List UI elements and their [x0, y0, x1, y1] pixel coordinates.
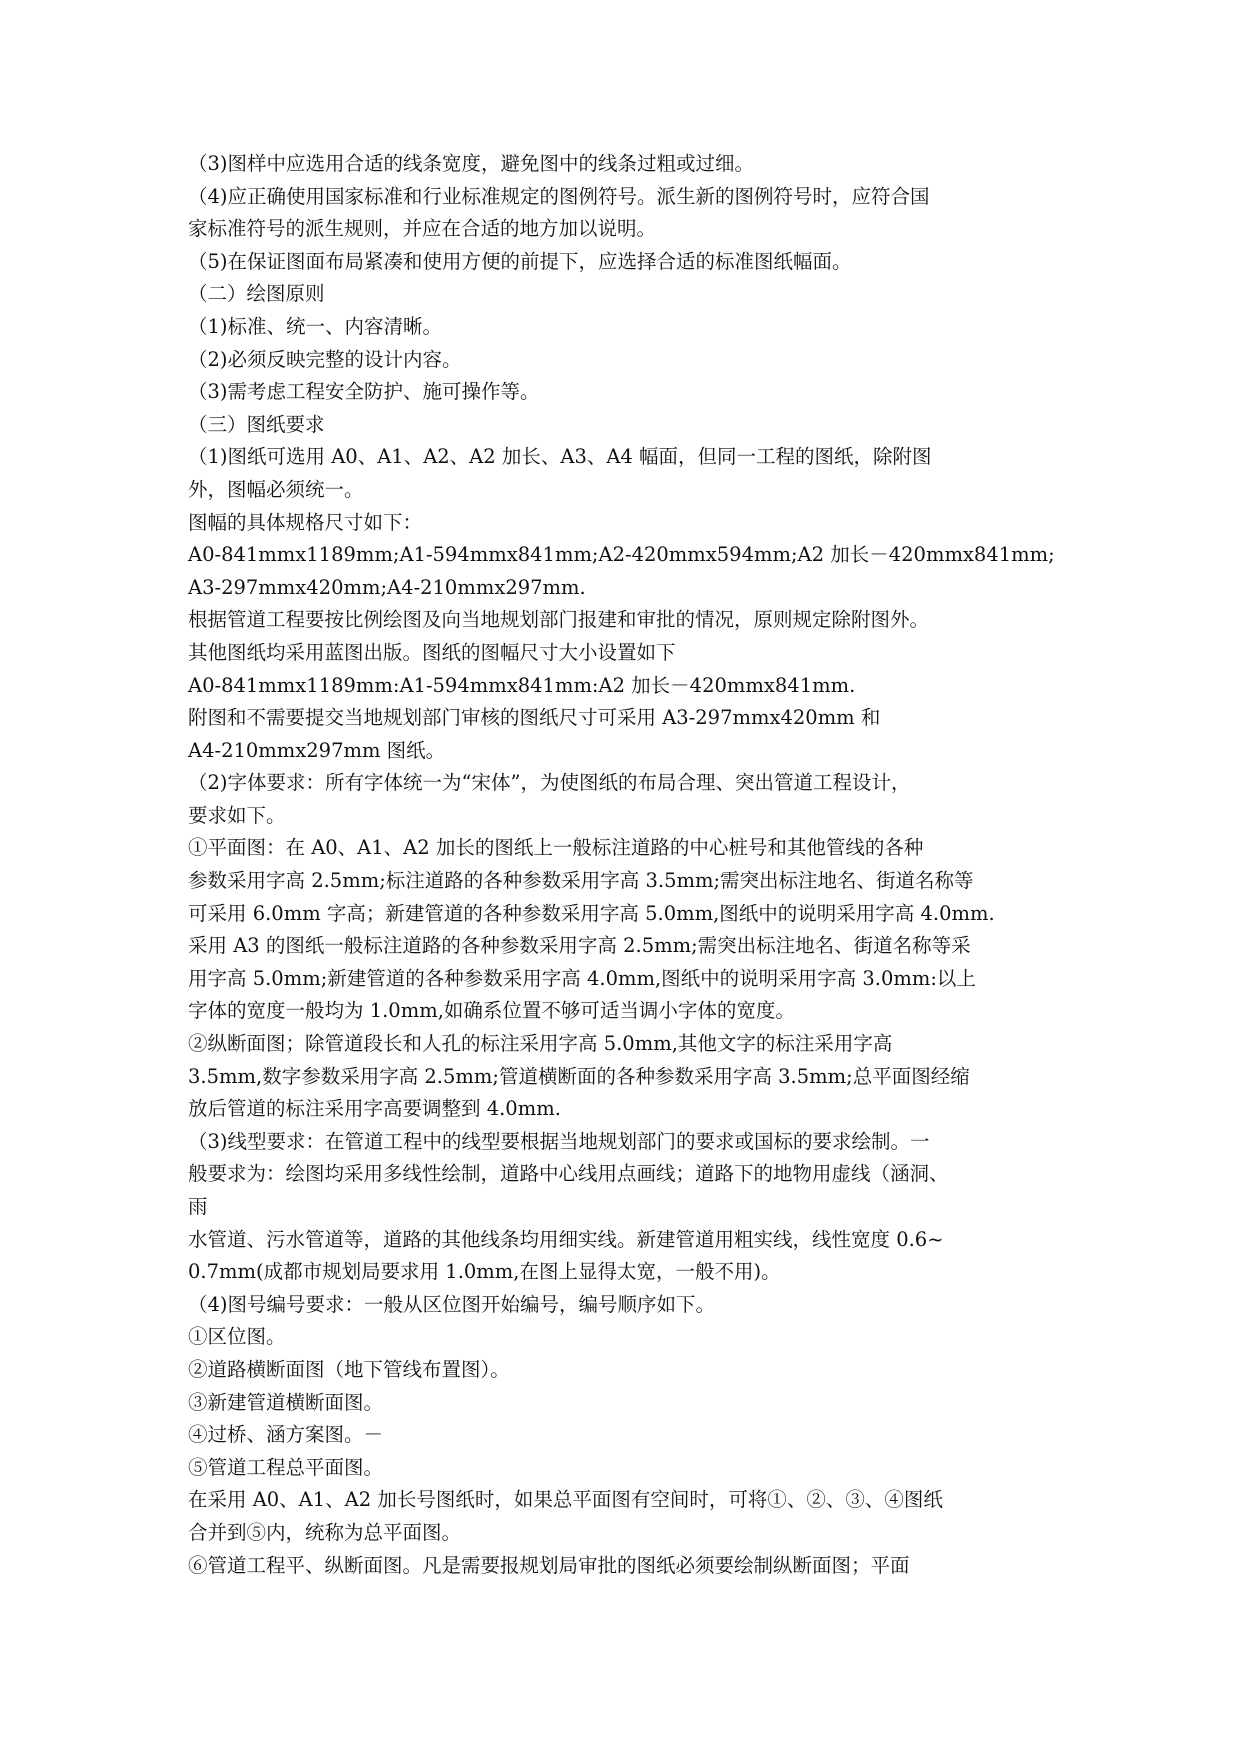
- list-item: ②道路横断面图（地下管线布置图）。: [188, 1357, 510, 1381]
- text-line: 采用 A3 的图纸一般标注道路的各种参数采用字高 2.5mm;需突出标注地名、街道名称等采: [188, 934, 971, 958]
- text-line: A4-210mmx297mm 图纸。: [188, 738, 446, 762]
- text-line: （4)图号编号要求：一般从区位图开始编号，编号顺序如下。: [188, 1292, 716, 1316]
- text-line: （4)应正确使用国家标准和行业标准规定的图例符号。派生新的图例符号时，应符合国: [188, 184, 930, 208]
- text-line: 3.5mm,数字参数采用字高 2.5mm;管道横断面的各种参数采用字高 3.5mm;总平面图经缩: [188, 1064, 970, 1088]
- text-line: 外，图幅必须统一。: [188, 477, 364, 501]
- text-line: 水管道、污水管道等，道路的其他线条均用细实线。新建管道用粗实线，线性宽度 0.6~: [188, 1227, 944, 1251]
- list-item: ①区位图。: [188, 1325, 286, 1349]
- text-line: 要求如下。: [188, 803, 286, 827]
- text-line: 参数采用字高 2.5mm;标注道路的各种参数采用字高 3.5mm;需突出标注地名、街道名称等: [188, 869, 974, 893]
- text-line: A0-841mmx1189mm:A1-594mmx841mm:A2 加长－420mmx841mm.: [188, 673, 856, 697]
- text-line: （2)字体要求：所有字体统一为“宋体”，为使图纸的布局合理、突出管道工程设计，: [188, 771, 911, 795]
- text-line: （2)必须反映完整的设计内容。: [188, 347, 462, 371]
- text-line: （3)需考虑工程安全防护、施可操作等。: [188, 380, 540, 404]
- text-line: 在采用 A0、A1、A2 加长号图纸时，如果总平面图有空间时，可将①、②、③、④图纸: [188, 1488, 943, 1512]
- text-line: 合并到⑤内，统称为总平面图。: [188, 1520, 462, 1544]
- document-body: [188, 148, 1068, 1582]
- text-line: （5)在保证图面布局紧凑和使用方便的前提下，应选择合适的标准图纸幅面。: [188, 249, 852, 273]
- text-line: 其他图纸均采用蓝图出版。图纸的图幅尺寸大小设置如下: [188, 640, 676, 664]
- text-line: 字体的宽度一般均为 1.0mm,如确系位置不够可适当调小字体的宽度。: [188, 999, 795, 1023]
- text-line: （1)图纸可选用 A0、A1、A2、A2 加长、A3、A4 幅面，但同一工程的图纸，除附图: [188, 445, 932, 469]
- section-heading: （二）绘图原则: [188, 282, 325, 306]
- text-line: （3)线型要求：在管道工程中的线型要根据当地规划部门的要求或国标的要求绘制。一: [188, 1129, 930, 1153]
- text-line: 可采用 6.0mm 字高；新建管道的各种参数采用字高 5.0mm,图纸中的说明采用字高 4.0mm.: [188, 901, 995, 925]
- text-line: （3)图样中应选用合适的线条宽度，避免图中的线条过粗或过细。: [188, 152, 755, 175]
- text-line: A0-841mmx1189mm;A1-594mmx841mm;A2-420mmx594mm;A2 加长－420mmx841mm;: [188, 543, 1055, 567]
- text-line: 0.7mm(成都市规划局要求用 1.0mm,在图上显得太宽，一般不用)。: [188, 1260, 781, 1284]
- text-line: ②纵断面图；除管道段长和人孔的标注采用字高 5.0mm,其他文字的标注采用字高: [188, 1032, 893, 1056]
- section-heading: （三）图纸要求: [188, 412, 325, 436]
- text-line: 图幅的具体规格尺寸如下：: [188, 510, 423, 534]
- list-item: ⑥管道工程平、纵断面图。凡是需要报规划局审批的图纸必须要绘制纵断面图；平面: [188, 1553, 910, 1577]
- list-item: ⑤管道工程总平面图。: [188, 1455, 384, 1479]
- text-line: A3-297mmx420mm;A4-210mmx297mm.: [188, 575, 586, 599]
- text-line: 附图和不需要提交当地规划部门审核的图纸尺寸可采用 A3-297mmx420mm 和: [188, 706, 881, 730]
- text-line: ①平面图：在 A0、A1、A2 加长的图纸上一般标注道路的中心桩号和其他管线的各种: [188, 836, 924, 860]
- text-line: 雨: [188, 1195, 208, 1218]
- text-line: 用字高 5.0mm;新建管道的各种参数采用字高 4.0mm,图纸中的说明采用字高 3.0mm:以上: [188, 966, 976, 990]
- text-line: 般要求为：绘图均采用多线性绘制，道路中心线用点画线；道路下的地物用虚线（涵洞、: [188, 1162, 949, 1186]
- list-item: ④过桥、涵方案图。－: [188, 1423, 384, 1447]
- list-item: ③新建管道横断面图。: [188, 1390, 384, 1414]
- text-line: 家标准符号的派生规则，并应在合适的地方加以说明。: [188, 217, 657, 241]
- text-line: 根据管道工程要按比例绘图及向当地规划部门报建和审批的情况，原则规定除附图外。: [188, 608, 930, 632]
- text-line: 放后管道的标注采用字高要调整到 4.0mm.: [188, 1097, 561, 1121]
- text-line: （1)标准、统一、内容清晰。: [188, 314, 443, 338]
